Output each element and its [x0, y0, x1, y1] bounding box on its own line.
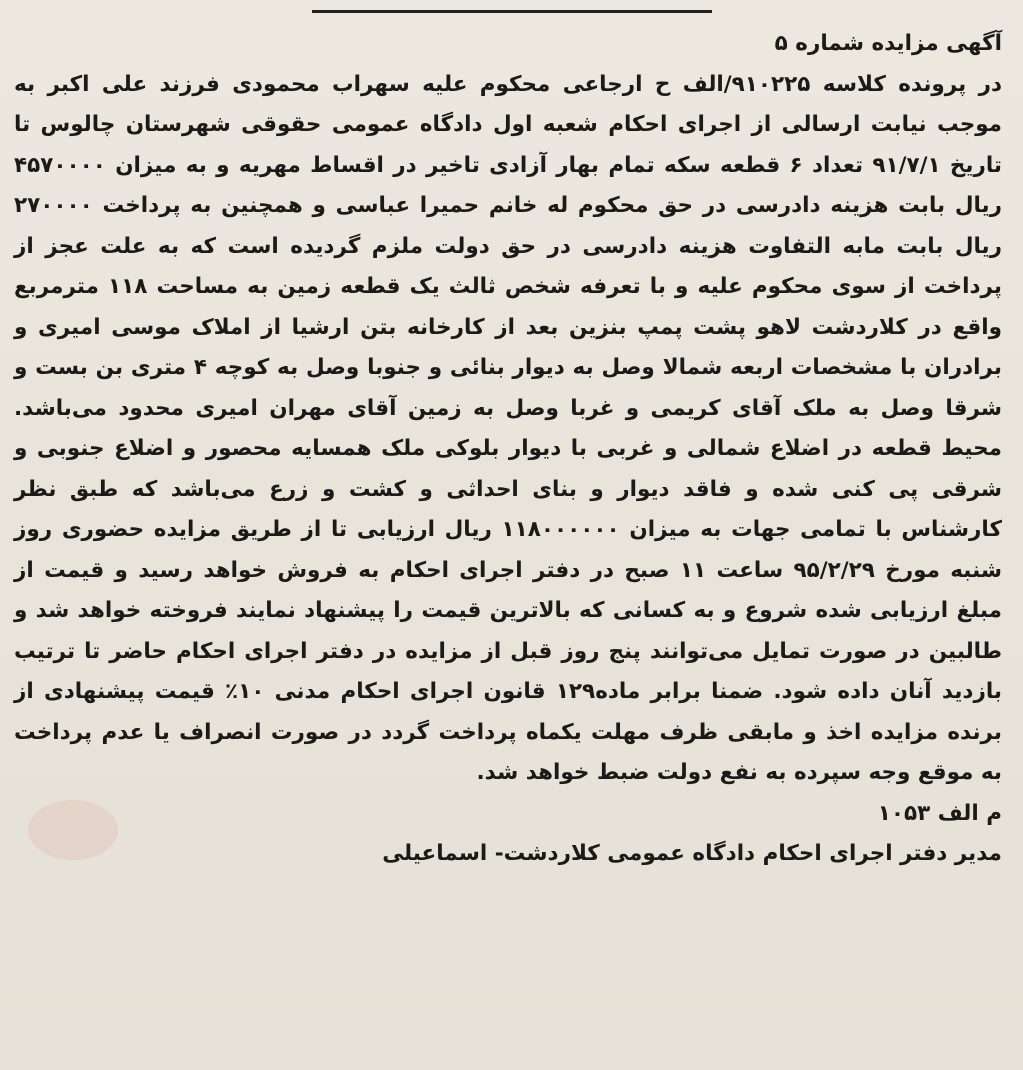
notice-signature: مدیر دفتر اجرای احکام دادگاه عمومی کلاردشت- اسماعیلی — [382, 841, 1002, 866]
notice-body: در پرونده کلاسه ۹۱۰۲۲۵/الف ح ارجاعی محکوم علیه سهراب محمودی فرزند علی اکبر به موجب نیابت ارسالی از اجرای احکام شعبه اول دادگاه عمومی حقوقی شهرستان چالوس تا تاریخ ۹۱/۷/۱ تعداد ۶ قطعه سکه تمام بهار آزادی تاخیر در اقساط مهریه و به میزان ۴۵۷۰۰۰۰ ریال بابت هزینه دادرسی در حق محکوم له خانم حمیرا عباسی و همچنین به پرداخت ۲۷۰۰۰۰ ریال بابت مابه التفاوت هزینه دادرسی در حق دولت ملزم گردیده است که به علت عجز از پرداخت از سوی محکوم علیه و با تعرفه شخص ثالث یک قطعه زمین به مساحت ۱۱۸ مترمربع واقع در کلاردشت لاهو پشت پمپ بنزین بعد از کارخانه بتن ارشیا از املاک موسی امیری و برادران با مشخصات اربعه شمالا وصل به دیوار بنائی و جنوبا وصل به کوچه ۴ متری بن بست و شرقا وصل به ملک آقای کریمی و غربا وصل به زمین آقای مهران امیری محدود می‌باشد. محیط قطعه در اضلاع شمالی و غربی با دیوار بلوکی ملک همسایه محصور و اضلاع جنوبی و شرقی پی کنی شده و فاقد دیوار و بنای احداثی و کشت و زرع می‌باشد که طبق نظر کارشناس با تمامی جهات به میزان ۱۱۸۰۰۰۰۰۰ ریال ارزیابی تا از طریق مزایده حضوری روز شنبه مورخ ۹۵/۲/۲۹ ساعت ۱۱ صبح در دفتر اجرای احکام به فروش خواهد رسید و قیمت از مبلغ ارزیابی شده شروع و به کسانی که بالاترین قیمت را پیشنهاد نمایند فروخته خواهد شد و طالبین در صورت تمایل می‌توانند پنج روز قبل از مزایده در دفتر اجرای احکام حاضر تا ترتیب بازدید آنان داده شود. ضمنا برابر ماده۱۲۹ قانون اجرای احکام مدنی ۱۰٪ قیمت پیشنهادی از برنده مزایده اخذ و مابقی ظرف مهلت یکماه پرداخت گردد در صورت انصراف یا عدم پرداخت به موقع وجه سپرده به نفع دولت ضبط خواهد شد. — [14, 71, 1003, 785]
top-rule — [312, 10, 712, 13]
auction-notice — [14, 24, 1002, 875]
notice-title: آگهی مزایده شماره ۵ — [774, 31, 1002, 56]
notice-reference: م الف ۱۰۵۳ — [877, 800, 1002, 826]
